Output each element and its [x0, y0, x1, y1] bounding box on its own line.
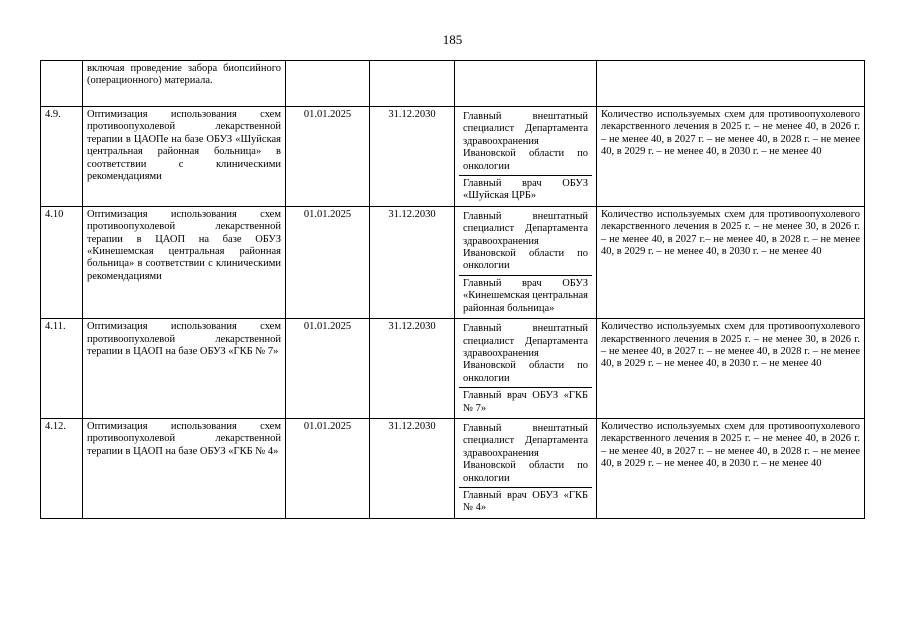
responsible-cell [455, 61, 597, 107]
responsible-chief-doctor: Главный врач ОБУЗ «Шуйская ЦРБ» [459, 175, 592, 205]
start-date-cell: 01.01.2025 [286, 418, 370, 518]
table-row [41, 107, 865, 207]
responsible-specialist: Главный внештатный специалист Департамента здравоохранения Ивановской области по онкологии [463, 323, 588, 384]
action-cell: включая проведение забора биопсийного (операционного) материала. [83, 61, 286, 107]
action-plan-table [40, 60, 865, 519]
table-row [41, 418, 865, 518]
action-cell: Оптимизация использования схем противоопухолевой лекарственной терапии в ЦАОП на базе ОБУЗ «Кинешемская центральная районная больница» в соответствии с клиническими рекомендациями [83, 206, 286, 318]
responsible-cell [455, 206, 597, 318]
indicator-cell: Количество используемых схем для противоопухолевого лекарственного лечения в 2025 г. – не менее 30, в 2026 г. – не менее 40, в 2027 г.– не менее 40, в 2028 г. – не менее 40, в 2029 г. – не менее 40, в 2030 г. – не менее 40 [597, 206, 865, 318]
responsible-chief-doctor: Главный врач ОБУЗ «ГКБ № 4» [459, 487, 592, 517]
row-number-cell [41, 61, 83, 107]
page-number: 185 [442, 32, 463, 47]
responsible-chief-doctor: Главный врач ОБУЗ «ГКБ № 7» [459, 387, 592, 417]
indicator-cell: Количество используемых схем для противоопухолевого лекарственного лечения в 2025 г. – не менее 30, в 2026 г. – не менее 40, в 2027 г. – не менее 40, в 2028 г. – не менее 40, в 2029 г. – не менее 40, в 2030 г. – не менее 40 [597, 319, 865, 419]
row-number-cell: 4.11. [41, 319, 83, 419]
action-cell: Оптимизация использования схем противоопухолевой лекарственной терапии в ЦАОПе на базе ОБУЗ «Шуйская центральная районная больница» в соответствии с клиническими рекомендациями [83, 107, 286, 207]
responsible-chief-doctor: Главный врач ОБУЗ «Кинешемская центральная районная больница» [459, 275, 592, 317]
action-cell: Оптимизация использования схем противоопухолевой лекарственной терапии в ЦАОП на базе ОБУЗ «ГКБ № 7» [83, 319, 286, 419]
start-date-cell: 01.01.2025 [286, 206, 370, 318]
indicator-cell [597, 61, 865, 107]
indicator-cell: Количество используемых схем для противоопухолевого лекарственного лечения в 2025 г. – не менее 40, в 2026 г. – не менее 40, в 2027 г. – не менее 40, в 2028 г. – не менее 40, в 2029 г. – не менее 40, в 2030 г. – не менее 40 [597, 418, 865, 518]
table-row [41, 206, 865, 318]
responsible-specialist: Главный внештатный специалист Департамента здравоохранения Ивановской области по онкологии [463, 210, 588, 272]
end-date-cell [370, 61, 455, 107]
row-number-cell: 4.10 [41, 206, 83, 318]
responsible-specialist: Главный внештатный специалист Департамента здравоохранения Ивановской области по онкологии [463, 111, 588, 172]
start-date-cell: 01.01.2025 [286, 319, 370, 419]
indicator-cell: Количество используемых схем для противоопухолевого лекарственного лечения в 2025 г. – не менее 40, в 2026 г. – не менее 40, в 2027 г. – не менее 40, в 2028 г. – не менее 40, в 2029 г. – не менее 40, в 2030 г. – не менее 40 [597, 107, 865, 207]
row-number-cell: 4.12. [41, 418, 83, 518]
end-date-cell: 31.12.2030 [370, 418, 455, 518]
responsible-cell [455, 107, 597, 207]
end-date-cell: 31.12.2030 [370, 206, 455, 318]
responsible-specialist: Главный внештатный специалист Департамента здравоохранения Ивановской области по онкологии [463, 422, 588, 484]
action-cell: Оптимизация использования схем противоопухолевой лекарственной терапии в ЦАОП на базе ОБУЗ «ГКБ № 4» [83, 418, 286, 518]
table-row-continuation [41, 61, 865, 107]
start-date-cell: 01.01.2025 [286, 107, 370, 207]
end-date-cell: 31.12.2030 [370, 107, 455, 207]
table-row [41, 319, 865, 419]
responsible-cell [455, 319, 597, 419]
end-date-cell: 31.12.2030 [370, 319, 455, 419]
responsible-cell [455, 418, 597, 518]
start-date-cell [286, 61, 370, 107]
row-number-cell: 4.9. [41, 107, 83, 207]
